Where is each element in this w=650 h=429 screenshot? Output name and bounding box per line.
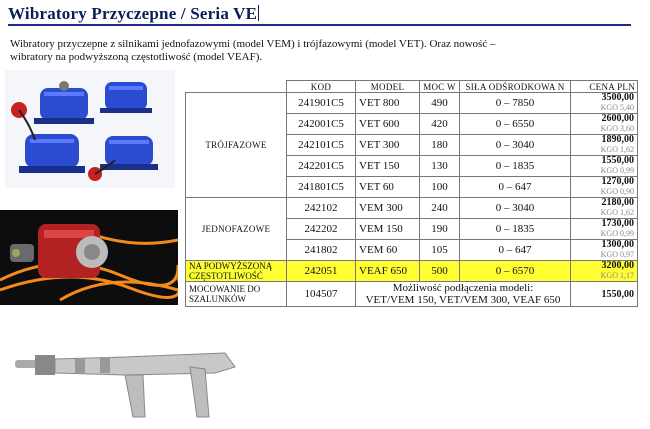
- row-sila: 0 – 7850: [460, 93, 571, 114]
- price-value: 3200,00: [601, 260, 634, 271]
- price-value: 1300,00: [601, 239, 634, 250]
- price-value: 1550,00: [601, 155, 634, 166]
- row-kod: 241801C5: [287, 177, 356, 198]
- row-sila: 0 – 6550: [460, 114, 571, 135]
- row-moc: 190: [420, 219, 460, 240]
- mounting-note-line-1: Możliwość podłączenia modeli:: [392, 282, 534, 294]
- header-kod: KOD: [287, 81, 356, 93]
- price-kgo: KGO 0,99: [600, 166, 634, 175]
- row-model: VET 60: [356, 177, 420, 198]
- table-row: [186, 93, 638, 114]
- row-price: [571, 240, 638, 261]
- three-phase-vibrators-photo: [5, 70, 175, 188]
- price-value: 3500,00: [601, 92, 634, 103]
- row-kod: 104507: [287, 282, 356, 307]
- row-price: 1550,00: [571, 282, 638, 307]
- text-cursor: [258, 5, 259, 21]
- row-sila: 0 – 1835: [460, 156, 571, 177]
- row-sila: 0 – 647: [460, 177, 571, 198]
- price-value: 2600,00: [601, 113, 634, 124]
- price-kgo: KGO 0,90: [600, 187, 634, 196]
- formwork-mount-photo: [15, 347, 240, 422]
- row-model: VET 300: [356, 135, 420, 156]
- row-price: [571, 93, 638, 114]
- group-three-phase: TRÓJFAZOWE: [186, 93, 287, 198]
- row-price: [571, 198, 638, 219]
- row-price: [571, 177, 638, 198]
- header-cena: CENA PLN: [571, 81, 638, 93]
- price-value: 2180,00: [601, 197, 634, 208]
- group-mounting: MOCOWANIE DO SZALUNKÓW: [186, 282, 287, 307]
- row-moc: 105: [420, 240, 460, 261]
- row-sila: 0 – 3040: [460, 135, 571, 156]
- price-kgo: KGO 3,60: [600, 124, 634, 133]
- page-title: Wibratory Przyczepne / Seria VE: [8, 4, 258, 23]
- row-sila: 0 – 3040: [460, 198, 571, 219]
- price-value: 1890,00: [601, 134, 634, 145]
- row-moc: 130: [420, 156, 460, 177]
- row-moc: 500: [420, 261, 460, 282]
- price-kgo: KGO 1,62: [600, 208, 634, 217]
- row-model: VEM 150: [356, 219, 420, 240]
- intro-text: [10, 38, 610, 64]
- row-price: [571, 219, 638, 240]
- row-moc: 420: [420, 114, 460, 135]
- row-sila: 0 – 6570: [460, 261, 571, 282]
- row-model: VET 800: [356, 93, 420, 114]
- table-header-row: [186, 81, 638, 93]
- group-single-phase: JEDNOFAZOWE: [186, 198, 287, 261]
- row-moc: 180: [420, 135, 460, 156]
- row-sila: 0 – 1835: [460, 219, 571, 240]
- row-model: VET 150: [356, 156, 420, 177]
- price-kgo: KGO 5,40: [600, 103, 634, 112]
- row-moc: 100: [420, 177, 460, 198]
- row-kod: 241901C5: [287, 93, 356, 114]
- row-price: [571, 261, 638, 282]
- header-model: MODEL: [356, 81, 420, 93]
- price-kgo: KGO 1,62: [600, 145, 634, 154]
- mounting-note: [356, 282, 571, 307]
- intro-line-1: Wibratory przyczepne z silnikami jednofazowymi (model VEM) i trójfazowymi (model VET). Oraz nowość –: [10, 38, 496, 50]
- single-phase-vibrator-photo: [0, 210, 178, 305]
- table-row: [186, 198, 638, 219]
- row-price: [571, 114, 638, 135]
- row-kod: 242051: [287, 261, 356, 282]
- price-table: [185, 80, 638, 307]
- price-value: 1730,00: [601, 218, 634, 229]
- row-kod: 242201C5: [287, 156, 356, 177]
- row-moc: 240: [420, 198, 460, 219]
- row-model: VEM 300: [356, 198, 420, 219]
- intro-line-2: wibratory na podwyższoną częstotliwość (model VEAF).: [10, 51, 263, 63]
- row-kod: 242001C5: [287, 114, 356, 135]
- row-price: [571, 156, 638, 177]
- group-high-frequency: NA PODWYŻSZONĄ CZĘSTOTLIWOŚĆ: [186, 261, 287, 282]
- row-moc: 490: [420, 93, 460, 114]
- row-model: VEM 60: [356, 240, 420, 261]
- price-kgo: KGO 0,99: [600, 229, 634, 238]
- header-empty: [186, 81, 287, 93]
- title-underline: [8, 24, 631, 26]
- row-kod: 242202: [287, 219, 356, 240]
- table-row-mounting: [186, 282, 638, 307]
- table-row-highlighted: [186, 261, 638, 282]
- row-model: VEAF 650: [356, 261, 420, 282]
- row-kod: 241802: [287, 240, 356, 261]
- price-value: 1270,00: [601, 176, 634, 187]
- price-kgo: KGO 1,17: [600, 271, 634, 280]
- row-kod: 242102: [287, 198, 356, 219]
- row-sila: 0 – 647: [460, 240, 571, 261]
- row-price: [571, 135, 638, 156]
- row-model: VET 600: [356, 114, 420, 135]
- mounting-note-line-2: VET/VEM 150, VET/VEM 300, VEAF 650: [365, 294, 561, 306]
- price-kgo: KGO 0,97: [600, 250, 634, 259]
- row-kod: 242101C5: [287, 135, 356, 156]
- header-sila: SIŁA ODŚRODKOWA N: [460, 81, 571, 93]
- header-moc: MOC W: [420, 81, 460, 93]
